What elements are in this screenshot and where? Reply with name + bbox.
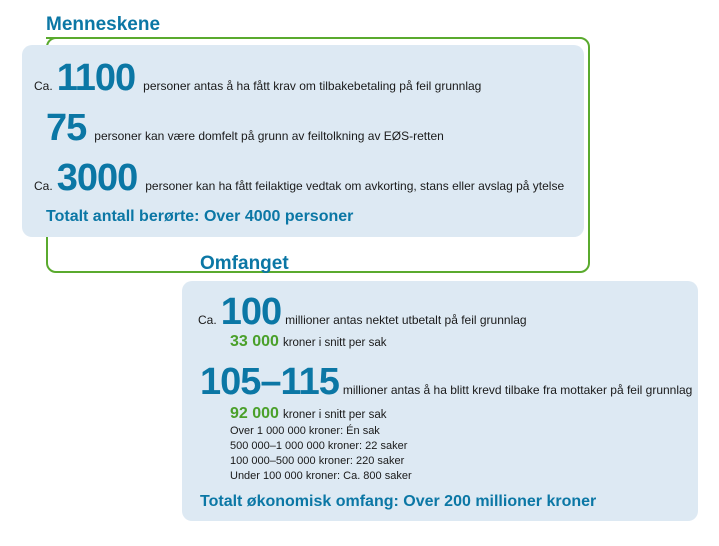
menneskene-heading: Menneskene <box>46 14 161 35</box>
omfanget-heading: Omfanget <box>200 253 289 274</box>
omfanget-avg-2-text: kroner i snitt per sak <box>282 409 387 421</box>
row-2-number: 75 <box>46 107 87 149</box>
menneskene-box <box>22 45 584 237</box>
menneskene-total: Totalt antall berørte: Over 4000 personer <box>46 208 354 225</box>
omfanget-row-1-prefix: Ca. <box>198 313 217 327</box>
omfanget-row-1-number: 100 <box>220 291 282 333</box>
omfanget-avg-1 <box>230 333 386 351</box>
row-3-prefix: Ca. <box>34 179 53 193</box>
menneskene-row-2 <box>46 107 444 150</box>
row-2-text: personer kan være domfelt på grunn av feiltolkning av EØS-retten <box>94 129 444 143</box>
omfanget-row-1 <box>198 291 527 334</box>
omfanget-total: Totalt økonomisk omfang: Over 200 millioner kroner <box>200 493 597 510</box>
omfanget-avg-1-number: 33 000 <box>230 333 279 350</box>
breakdown-item: Over 1 000 000 kroner: Én sak <box>230 425 380 437</box>
row-1-prefix: Ca. <box>34 79 53 93</box>
row-3-text: personer kan ha fått feilaktige vedtak om avkorting, stans eller avslag på ytelse <box>145 179 565 193</box>
row-1-text: personer antas å ha fått krav om tilbakebetaling på feil grunnlag <box>143 79 482 93</box>
breakdown-item: Under 100 000 kroner: Ca. 800 saker <box>230 470 412 482</box>
omfanget-avg-1-text: kroner i snitt per sak <box>282 337 387 349</box>
omfanget-avg-2-number: 92 000 <box>230 405 279 422</box>
omfanget-avg-2 <box>230 405 386 423</box>
omfanget-row-2-text: millioner antas å ha blitt krevd tilbake fra mottaker på feil grunnlag <box>342 383 693 397</box>
menneskene-row-1 <box>34 57 481 100</box>
omfanget-box <box>182 281 698 521</box>
row-3-number: 3000 <box>56 157 138 199</box>
row-1-number: 1100 <box>56 57 136 99</box>
omfanget-row-1-text: millioner antas nektet utbetalt på feil grunnlag <box>285 313 527 327</box>
breakdown-item: 100 000–500 000 kroner: 220 saker <box>230 455 405 467</box>
omfanget-row-2 <box>200 361 692 404</box>
menneskene-row-3 <box>34 157 564 200</box>
omfanget-row-2-number: 105–115 <box>200 361 339 403</box>
breakdown-item: 500 000–1 000 000 kroner: 22 saker <box>230 440 408 452</box>
omfanget-breakdown <box>230 424 412 484</box>
